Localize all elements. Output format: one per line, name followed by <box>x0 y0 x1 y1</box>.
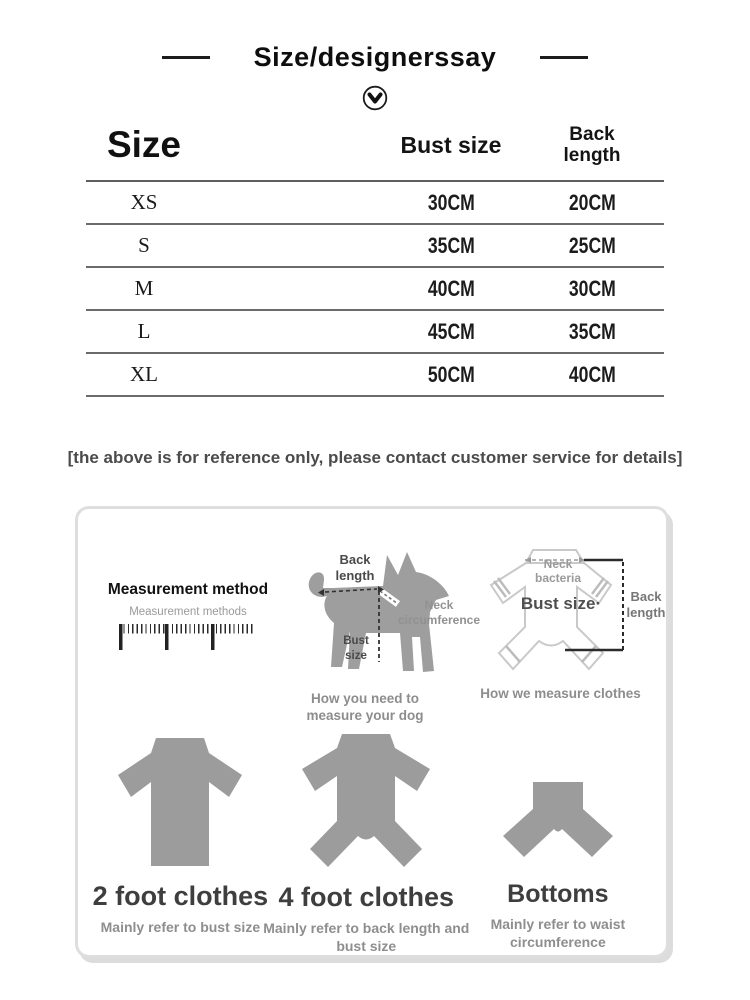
table-row <box>86 182 664 225</box>
size-label: XS <box>130 190 158 214</box>
back-value: 25CM <box>568 232 616 258</box>
bust-value: 45CM <box>427 318 475 344</box>
clothes-diagram-caption: How we measure clothes <box>480 686 641 701</box>
size-label: S <box>138 233 150 257</box>
two-foot-clothes-shape <box>110 737 250 867</box>
dog-neck-circumference-label: Neck circumference <box>397 598 481 627</box>
bottoms-shape <box>488 781 628 866</box>
dog-diagram-caption: How you need to measure your dog <box>306 691 424 723</box>
clothes-neck-label: Neck bacteria <box>534 557 582 585</box>
category-4-foot <box>263 731 470 955</box>
dog-bust-size-label: Bust size <box>343 635 369 662</box>
bust-value: 30CM <box>427 189 475 215</box>
reference-note: [the above is for reference only, please contact customer service for details] <box>67 448 683 467</box>
col-header-back-length: Back length <box>563 124 621 166</box>
measurement-method-title: Measurement method <box>107 581 269 598</box>
back-value: 30CM <box>568 275 616 301</box>
bust-value: 40CM <box>427 275 475 301</box>
chevron-down-icon[interactable] <box>362 85 388 111</box>
header <box>0 42 750 73</box>
category-2-foot <box>86 731 275 955</box>
measurement-method-subtitle: Measurement methods <box>129 606 247 618</box>
col-header-bust: Bust size <box>400 131 502 158</box>
dog-back-length-label: Back length <box>335 552 375 583</box>
table-row <box>86 268 664 311</box>
expander <box>0 85 750 111</box>
page-title: Size/designerssay <box>253 42 497 72</box>
measurement-method-block <box>103 581 273 650</box>
back-value: 40CM <box>568 361 616 387</box>
clothes-back-length-label: Back length <box>626 589 666 620</box>
measurement-box <box>75 506 669 958</box>
col-header-size: Size <box>106 124 182 165</box>
table-header-row <box>86 110 664 182</box>
category-title: Bottoms <box>507 880 609 908</box>
ruler-icon <box>119 624 257 650</box>
title-left-dash <box>162 56 210 59</box>
category-caption: Mainly refer to waist circumference <box>490 916 626 950</box>
bust-value: 35CM <box>427 232 475 258</box>
category-caption: Mainly refer to back length and bust size <box>263 920 470 954</box>
back-value: 35CM <box>568 318 616 344</box>
category-title: 2 foot clothes <box>92 881 269 911</box>
size-label: XL <box>130 362 158 386</box>
table-row <box>86 311 664 354</box>
title-right-dash <box>540 56 588 59</box>
size-label: L <box>137 319 151 343</box>
table-row <box>86 354 664 397</box>
clothes-measure-diagram <box>473 537 669 729</box>
bust-value: 50CM <box>427 361 475 387</box>
category-title: 4 foot clothes <box>278 882 455 912</box>
size-table <box>86 110 664 397</box>
four-foot-clothes-shape <box>294 733 439 868</box>
dog-measure-diagram <box>278 534 481 729</box>
back-value: 20CM <box>568 189 616 215</box>
garment-categories <box>86 731 658 955</box>
size-label: M <box>134 276 154 300</box>
category-bottoms <box>458 731 658 955</box>
category-caption: Mainly refer to bust size <box>100 919 261 935</box>
table-row <box>86 225 664 268</box>
clothes-bust-size-label: Bust size· <box>520 594 602 613</box>
